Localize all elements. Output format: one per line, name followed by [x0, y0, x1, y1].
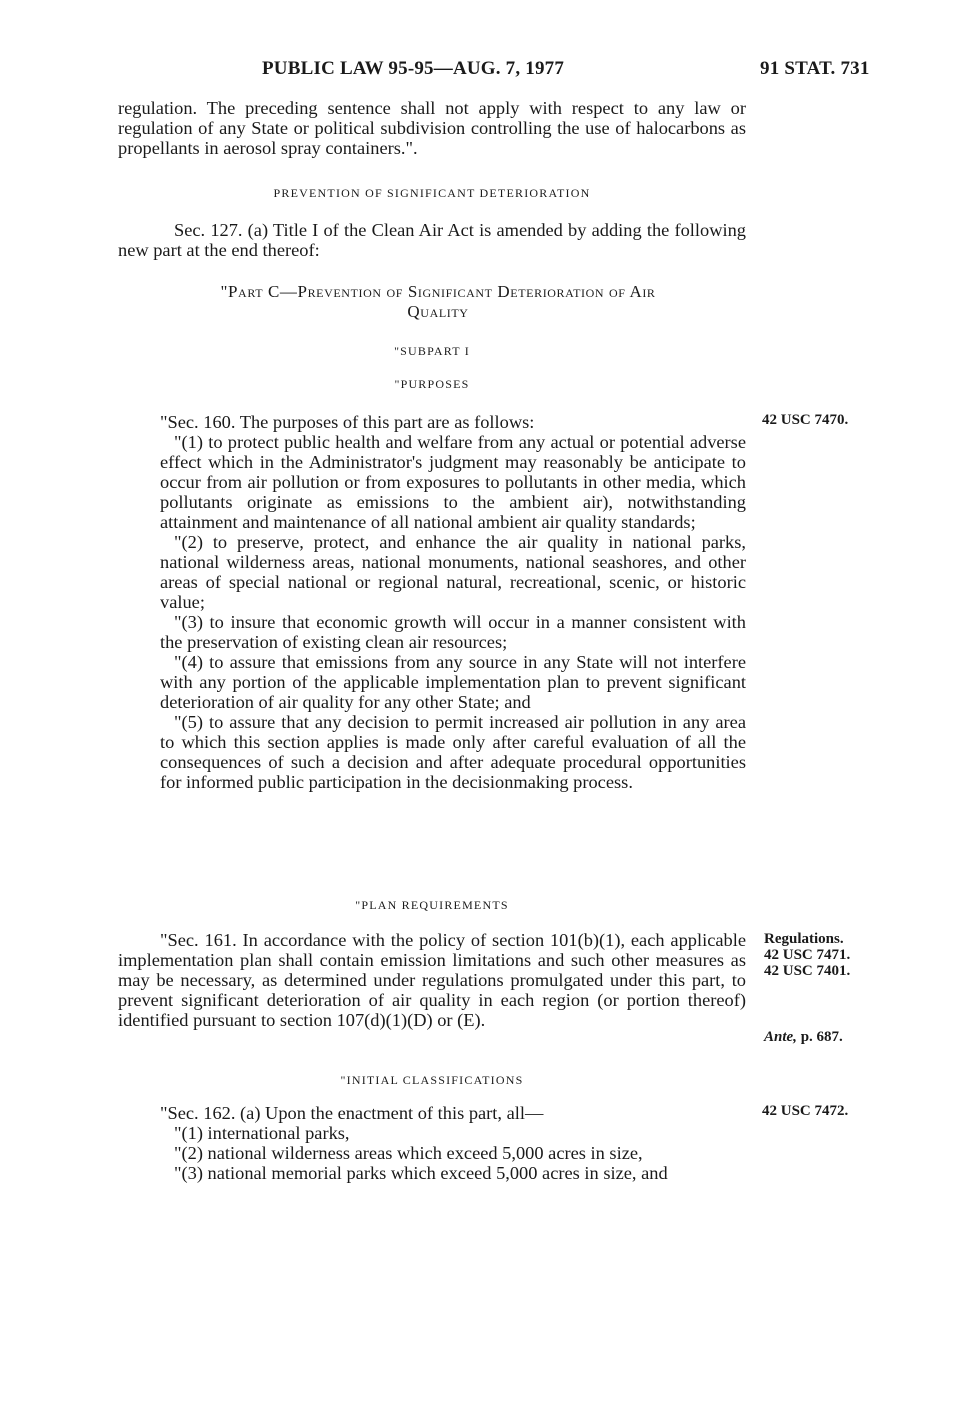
- margin-note-usc7472: 42 USC 7472.: [762, 1103, 849, 1119]
- sec160-item-1: "(1) to protect public health and welfare from any actual or potential adverse effect which in the Administrator's judgment may reasonably be anticipate to occur from air pollution or from exposures to pollutants in other media, which pollutants originate as emissions to the ambient air), notwithstanding attainment and maintenance of all national ambient air quality standards;: [160, 432, 746, 532]
- sec162-item-1: "(1) international parks,: [174, 1123, 350, 1143]
- margin-note-usc7471: 42 USC 7471.: [764, 947, 851, 963]
- sec160-item-5: "(5) to assure that any decision to permit increased air pollution in any area to which this section applies is made only after careful evaluation of all the consequences of such a decision and after adequate procedural opportunities for informed public participation in the decisionmaking process.: [160, 712, 746, 792]
- sec161-paragraph: [118, 930, 746, 1030]
- initial-classifications-heading: "INITIAL CLASSIFICATIONS: [340, 1073, 524, 1087]
- intro-text: regulation. The preceding sentence shall not apply with respect to any law or regulation of any State or political subdivision controlling the use of halocarbons as propellants in aerosol spray containers.".: [118, 98, 746, 158]
- sec160-item-3: "(3) to insure that economic growth will occur in a manner consistent with the preservation of existing clean air resources;: [160, 612, 746, 652]
- plan-requirements-heading: "PLAN REQUIREMENTS: [355, 898, 509, 912]
- page-header-stat: 91 STAT. 731: [760, 58, 870, 79]
- margin-note-ante-page: p. 687.: [800, 1029, 843, 1045]
- margin-note-usc7470: 42 USC 7470.: [762, 412, 849, 428]
- part-heading: [118, 282, 758, 322]
- sec161-text: "Sec. 161. In accordance with the policy of section 101(b)(1), each applicable implementation plan shall contain emission limitations and such other measures as may be necessary, as determined under regulations promulgated under this part, to prevent significant deterioration of air quality in each region (or portion thereof) identified pursuant to section 107(d)(1)(D) or (E).: [118, 930, 746, 1030]
- sec160-item-4: "(4) to assure that emissions from any source in any State will not interfere with any portion of the applicable implementation plan to prevent significant deterioration of air quality for any other State; and: [160, 652, 746, 712]
- margin-note-usc7401: 42 USC 7401.: [764, 963, 851, 979]
- purposes-heading: "PURPOSES: [394, 377, 470, 391]
- sec160-section: [118, 412, 746, 792]
- sec160-lead: "Sec. 160. The purposes of this part are as follows:: [160, 412, 535, 432]
- sec127-paragraph: [118, 220, 746, 260]
- page-header-title: PUBLIC LAW 95-95—AUG. 7, 1977: [262, 58, 565, 79]
- sec162-item-2: "(2) national wilderness areas which exceed 5,000 acres in size,: [174, 1143, 643, 1163]
- sec162-lead: "Sec. 162. (a) Upon the enactment of this part, all—: [160, 1103, 544, 1123]
- subpart-heading: "SUBPART I: [394, 344, 470, 358]
- sec162-section: [118, 1103, 746, 1183]
- sec127-text: Sec. 127. (a) Title I of the Clean Air Act is amended by adding the following new part at the end thereof:: [118, 220, 746, 260]
- margin-note-ante-italic: Ante,: [764, 1029, 797, 1045]
- part-heading-line2: Quality: [407, 302, 469, 321]
- part-heading-line1: "Part C—Prevention of Significant Deterioration of Air: [220, 282, 656, 301]
- margin-note-ante: [764, 1029, 843, 1045]
- sec162-item-3: "(3) national memorial parks which exceed 5,000 acres in size, and: [174, 1163, 668, 1183]
- heading-prevention: PREVENTION OF SIGNIFICANT DETERIORATION: [273, 186, 591, 200]
- margin-note-regulations: Regulations.: [764, 931, 844, 947]
- intro-paragraph: [118, 98, 746, 158]
- sec160-item-2: "(2) to preserve, protect, and enhance the air quality in national parks, national wilderness areas, national monuments, national seashores, and other areas of special national or regional natural, recreational, scenic, or historic value;: [160, 532, 746, 612]
